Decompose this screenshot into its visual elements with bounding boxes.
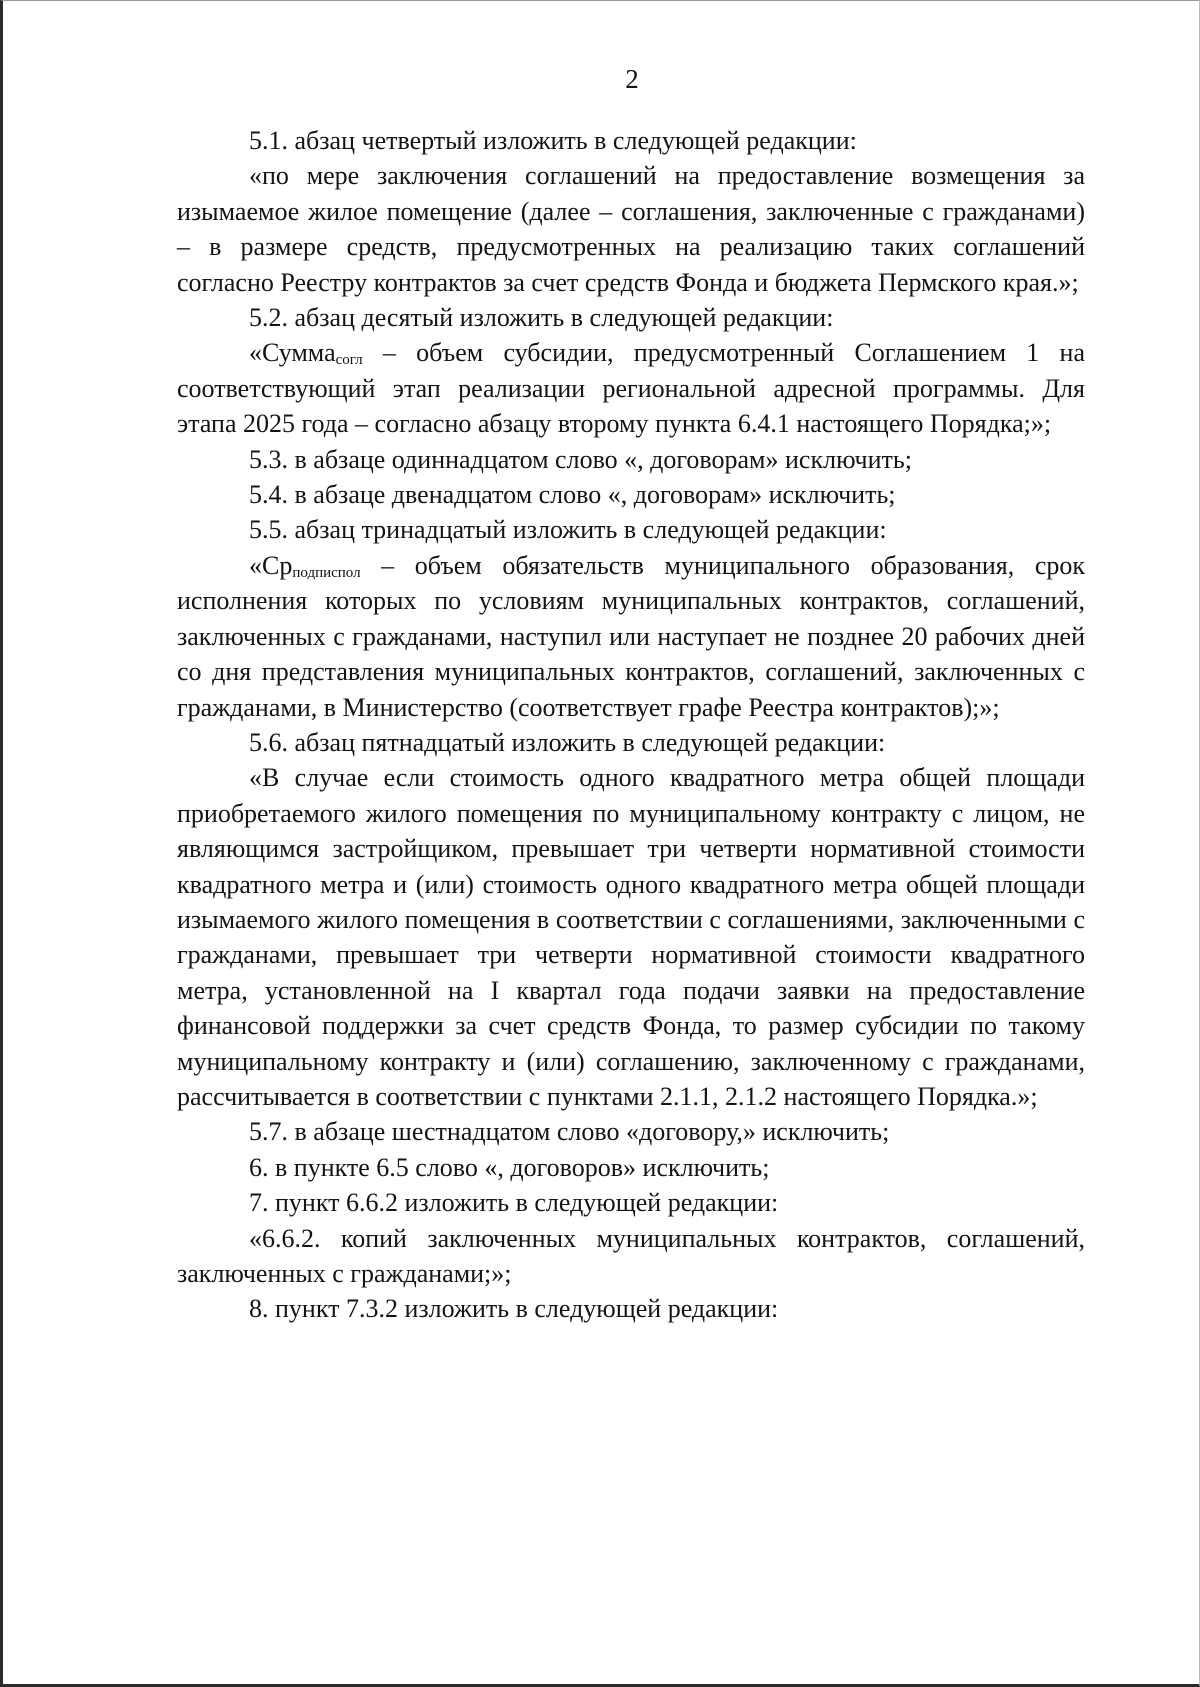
paragraph — [177, 760, 1085, 1114]
paragraph-text: 5.1. абзац четвертый изложить в следующей редакции: — [249, 126, 857, 155]
paragraph — [177, 1291, 1085, 1326]
paragraph — [177, 300, 1085, 335]
paragraph-text: 5.7. в абзаце шестнадцатом слово «договору,» исключить; — [249, 1117, 890, 1147]
paragraph — [177, 1150, 1085, 1185]
paragraph-text: 5.4. в абзаце двенадцатом слово «, договорам» исключить; — [249, 480, 896, 510]
paragraph-text: – объем обязательств муниципального образования, срок исполнения которых по условиям муниципальных контрактов, соглашений, заключенных с гражданами, наступил или наступает не позднее 20 рабочих дней со дня представления муниципальных контрактов, соглашений, заключенных с гражданами, в Министерство (соответствует графе Реестра контрактов);»; — [177, 550, 1085, 722]
paragraph — [177, 1185, 1085, 1220]
paragraph-text: 8. пункт 7.3.2 изложить в следующей редакции: — [249, 1294, 779, 1324]
paragraph — [177, 512, 1085, 547]
paragraph-text: 6. в пункте 6.5 слово «, договоров» исключить; — [249, 1152, 770, 1182]
document-body — [177, 123, 1085, 1327]
formula-subscript: подписпол — [292, 564, 361, 581]
paragraph-text: – объем субсидии, предусмотренный Соглашением 1 на соответствующий этап реализации региональной адресной программы. Для этапа 2025 года – согласно абзацу второму пункта 6.4.1 настоящего Порядка;»; — [177, 338, 1085, 439]
paragraph — [177, 1221, 1085, 1292]
paragraph-text: «6.6.2. копий заключенных муниципальных контрактов, соглашений, заключенных с гражданами;»; — [177, 1223, 1085, 1288]
paragraph — [177, 123, 1085, 158]
paragraph-text: 5.6. абзац пятнадцатый изложить в следующей редакции: — [249, 727, 886, 757]
paragraph-text: 5.5. абзац тринадцатый изложить в следующей редакции: — [249, 515, 887, 545]
paragraph-text: 5.3. в абзаце одиннадцатом слово «, договорам» исключить; — [249, 444, 912, 474]
paragraph-text: 5.2. абзац десятый изложить в следующей редакции: — [249, 303, 834, 333]
page-number: 2 — [625, 64, 639, 94]
paragraph — [177, 725, 1085, 760]
paragraph — [177, 477, 1085, 512]
paragraph — [177, 158, 1085, 300]
paragraph-text: «по мере заключения соглашений на предоставление возмещения за изымаемое жилое помещение (далее – соглашения, заключенные с гражданами) – в размере средств, предусмотренных на реализацию таких соглашений согласно Реестру контрактов за счет средств Фонда и бюджета Пермского края.»; — [177, 161, 1085, 297]
paragraph — [177, 1114, 1085, 1149]
paragraph — [177, 335, 1085, 441]
formula-symbol: «Ср — [249, 550, 293, 580]
formula-subscript: согл — [335, 352, 363, 369]
paragraph-text: 7. пункт 6.6.2 изложить в следующей редакции: — [249, 1188, 779, 1218]
formula-symbol: «Сумма — [249, 338, 336, 368]
paragraph — [177, 548, 1085, 725]
paragraph-text: «В случае если стоимость одного квадратного метра общей площади приобретаемого жилого помещения по муниципальному контракту с лицом, не являющимся застройщиком, превышает три четверти нормативной стоимости квадратного метра и (или) стоимость одного квадратного метра общей площади изымаемого жилого помещения в соответствии с соглашениями, заключенными с гражданами, превышает три четверти нормативной стоимости квадратного метра, установленной на I квартал года подачи заявки на предоставление финансовой поддержки за счет средств Фонда, то размер субсидии по такому муниципальному контракту и (или) соглашению, заключенному с гражданами, рассчитывается в соответствии с пунктами 2.1.1, 2.1.2 настоящего Порядка.»; — [177, 763, 1085, 1111]
paragraph — [177, 442, 1085, 477]
